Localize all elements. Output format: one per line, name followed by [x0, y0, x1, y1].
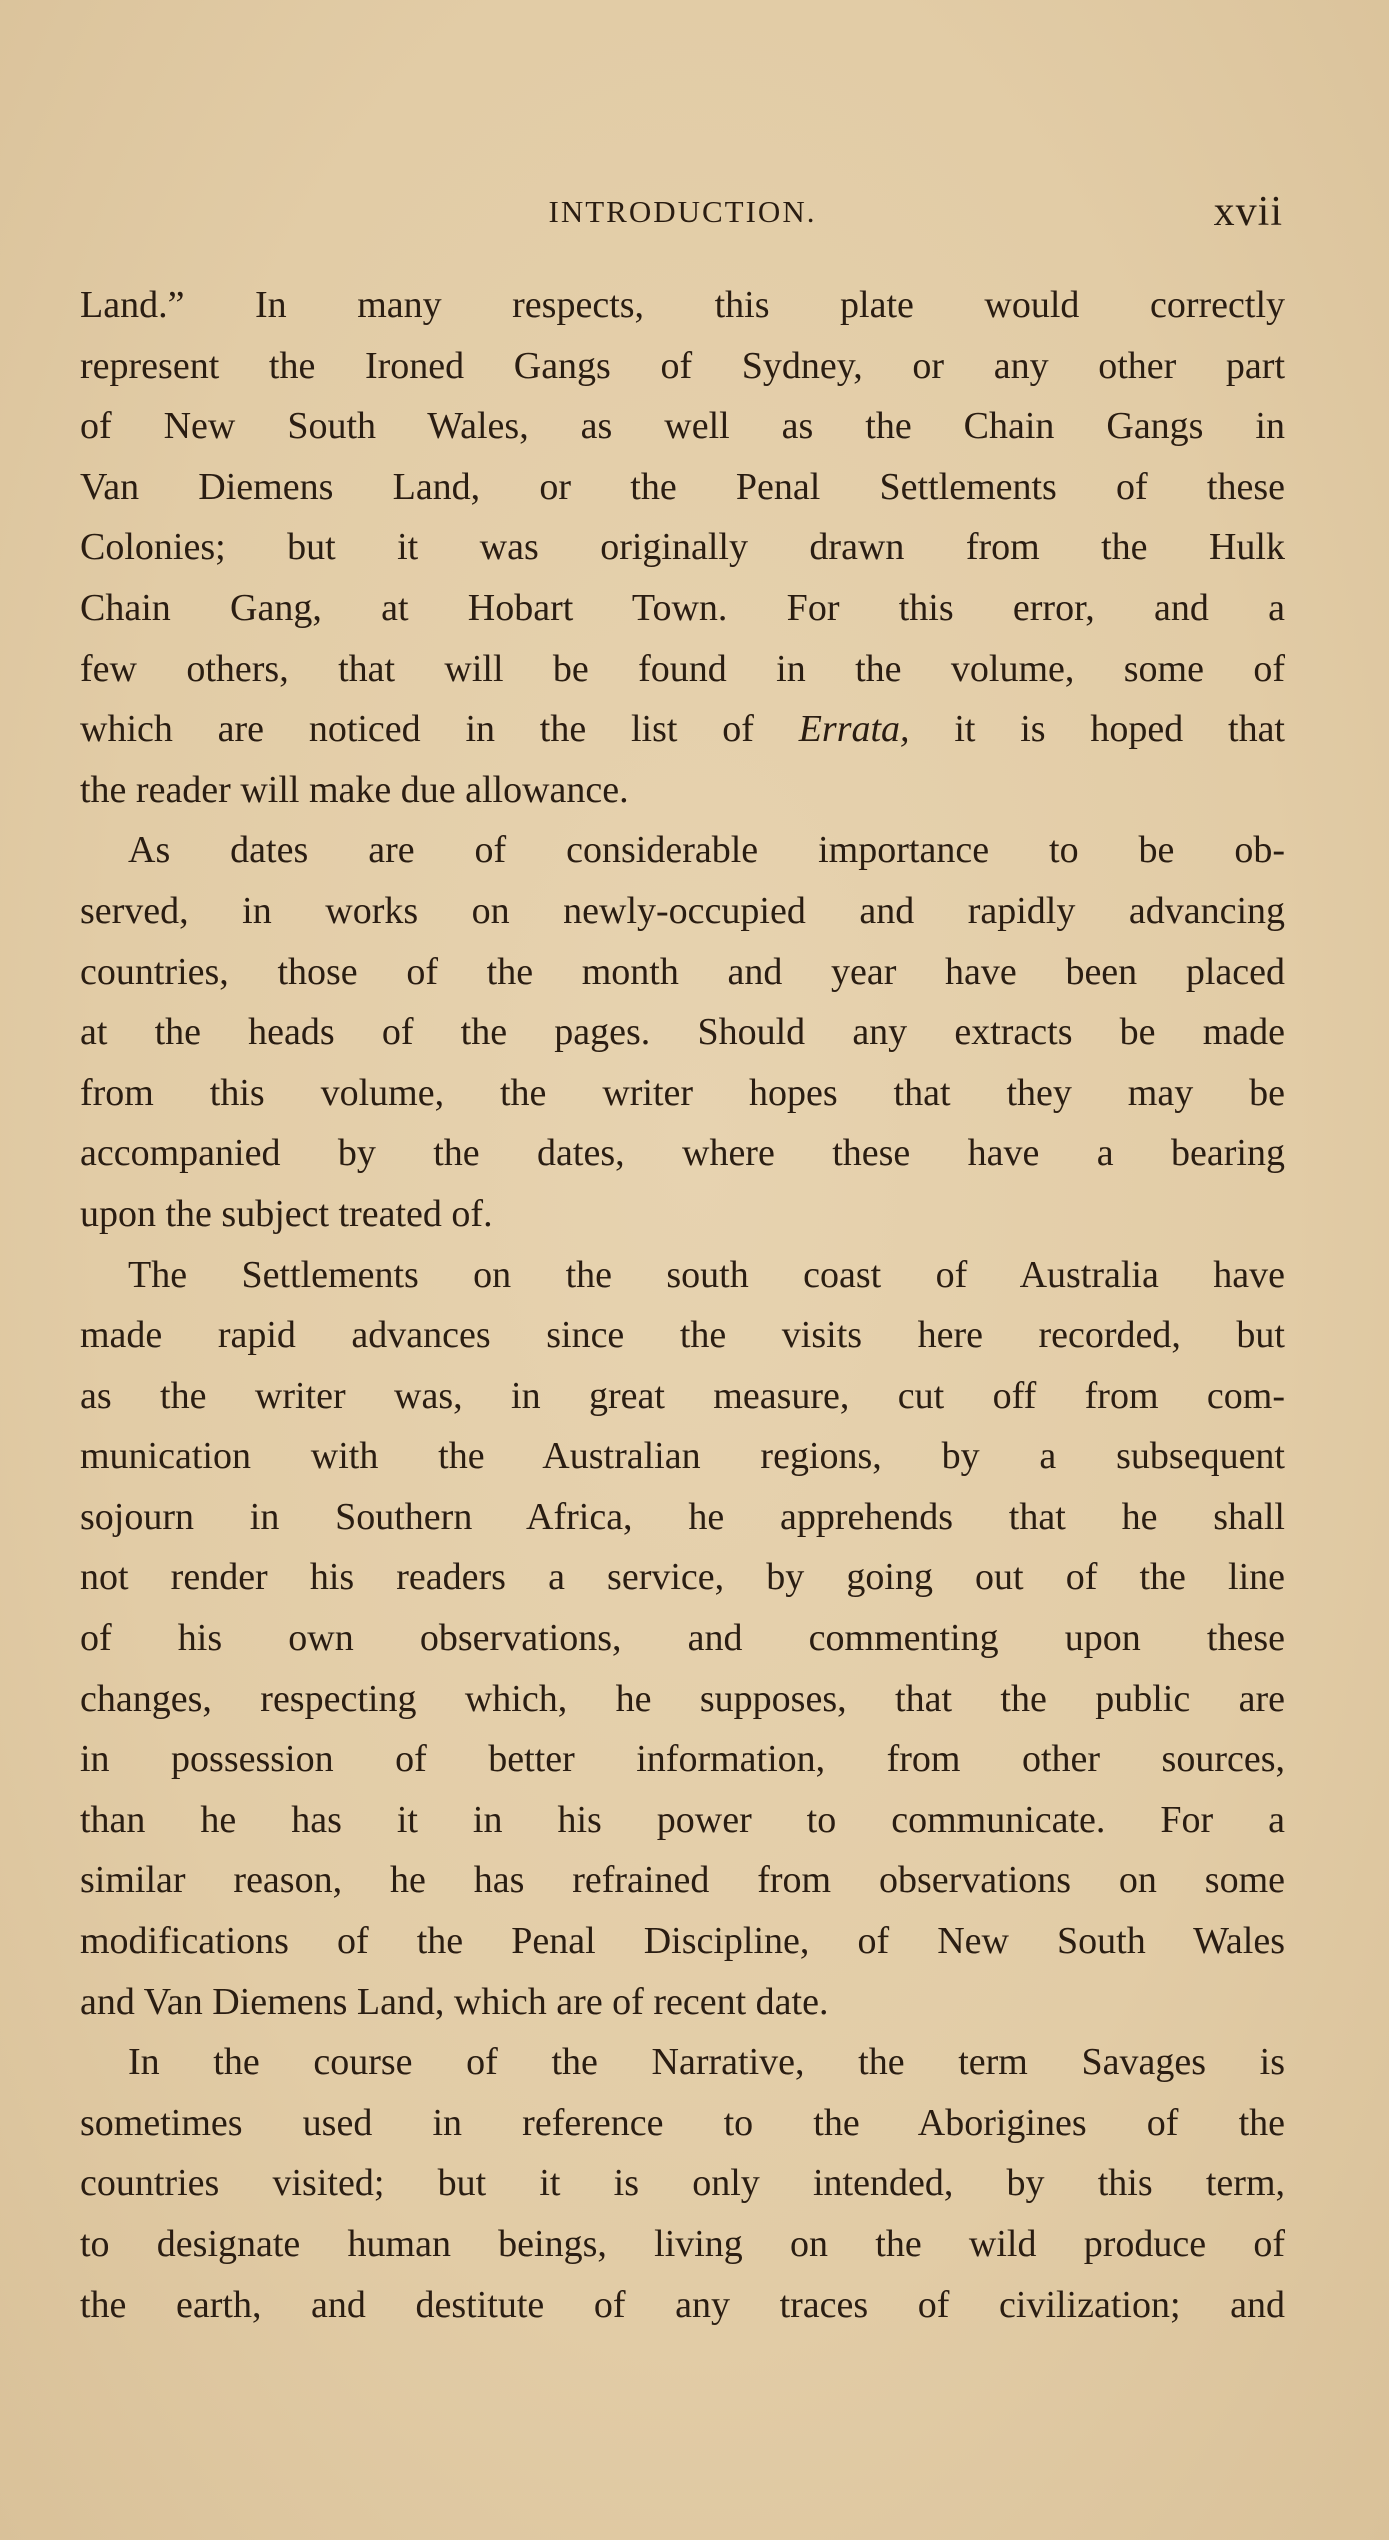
text-line: few others, that will be found in the volume, some of — [80, 647, 1285, 690]
text-line: modifications of the Penal Discipline, of New South Wales — [80, 1920, 1285, 1963]
page-number: xvii — [1213, 189, 1283, 235]
text-line: at the heads of the pages. Should any extracts be made — [80, 1011, 1285, 1054]
text-line: made rapid advances since the visits here recorded, but — [80, 1314, 1285, 1357]
text-line: served, in works on newly-occupied and rapidly advancing — [80, 889, 1285, 932]
text-line: and Van Diemens Land, which are of recent date. — [80, 1980, 829, 2023]
text-line: accompanied by the dates, where these have a bearing — [80, 1132, 1285, 1175]
paragraph-start-line: As dates are of considerable importance to be ob- — [128, 829, 1285, 872]
text-line: Van Diemens Land, or the Penal Settlements of these — [80, 465, 1285, 508]
text-line: similar reason, he has refrained from observations on some — [80, 1859, 1285, 1902]
text-line: of his own observations, and commenting upon these — [80, 1617, 1285, 1660]
text-line: than he has it in his power to communicate. For a — [80, 1798, 1285, 1841]
running-head — [80, 188, 1285, 238]
text-line: Colonies; but it was originally drawn from the Hulk — [80, 526, 1285, 569]
text-fragment: it is hoped that — [909, 708, 1285, 751]
text-line: from this volume, the writer hopes that they may be — [80, 1071, 1285, 1114]
text-line: upon the subject treated of. — [80, 1192, 493, 1235]
text-line: Chain Gang, at Hobart Town. For this error, and a — [80, 586, 1285, 629]
text-line: the reader will make due allowance. — [80, 768, 629, 811]
text-line: sometimes used in reference to the Aborigines of the — [80, 2101, 1285, 2144]
text-line: represent the Ironed Gangs of Sydney, or any other part — [80, 344, 1285, 387]
text-line: to designate human beings, living on the wild produce of — [80, 2223, 1285, 2265]
text-line: countries visited; but it is only intended, by this term, — [80, 2162, 1285, 2205]
text-line: in possession of better information, from other sources, — [80, 1738, 1285, 1781]
text-fragment: which are noticed in the list of — [80, 708, 799, 751]
errata-reference: Errata, — [798, 708, 910, 751]
text-line: munication with the Australian regions, by a subsequent — [80, 1435, 1285, 1478]
text-line: the earth, and destitute of any traces of civilization; and — [80, 2283, 1285, 2326]
text-line: as the writer was, in great measure, cut off from com- — [80, 1374, 1285, 1417]
text-line-errata — [80, 699, 1285, 760]
paragraph-start-line: In the course of the Narrative, the term Savages is — [128, 2041, 1285, 2084]
body-text — [80, 275, 1285, 2335]
text-line: sojourn in Southern Africa, he apprehends that he shall — [80, 1495, 1285, 1538]
running-title: INTRODUCTION. — [548, 194, 817, 229]
text-line: not render his readers a service, by going out of the line — [80, 1556, 1285, 1599]
text-line: of New South Wales, as well as the Chain Gangs in — [80, 405, 1285, 448]
text-line: countries, those of the month and year have been placed — [80, 950, 1285, 993]
text-line: changes, respecting which, he supposes, that the public are — [80, 1677, 1285, 1720]
paragraph-start-line: The Settlements on the south coast of Australia have — [128, 1253, 1285, 1296]
text-line: Land.” In many respects, this plate would correctly — [80, 284, 1285, 326]
